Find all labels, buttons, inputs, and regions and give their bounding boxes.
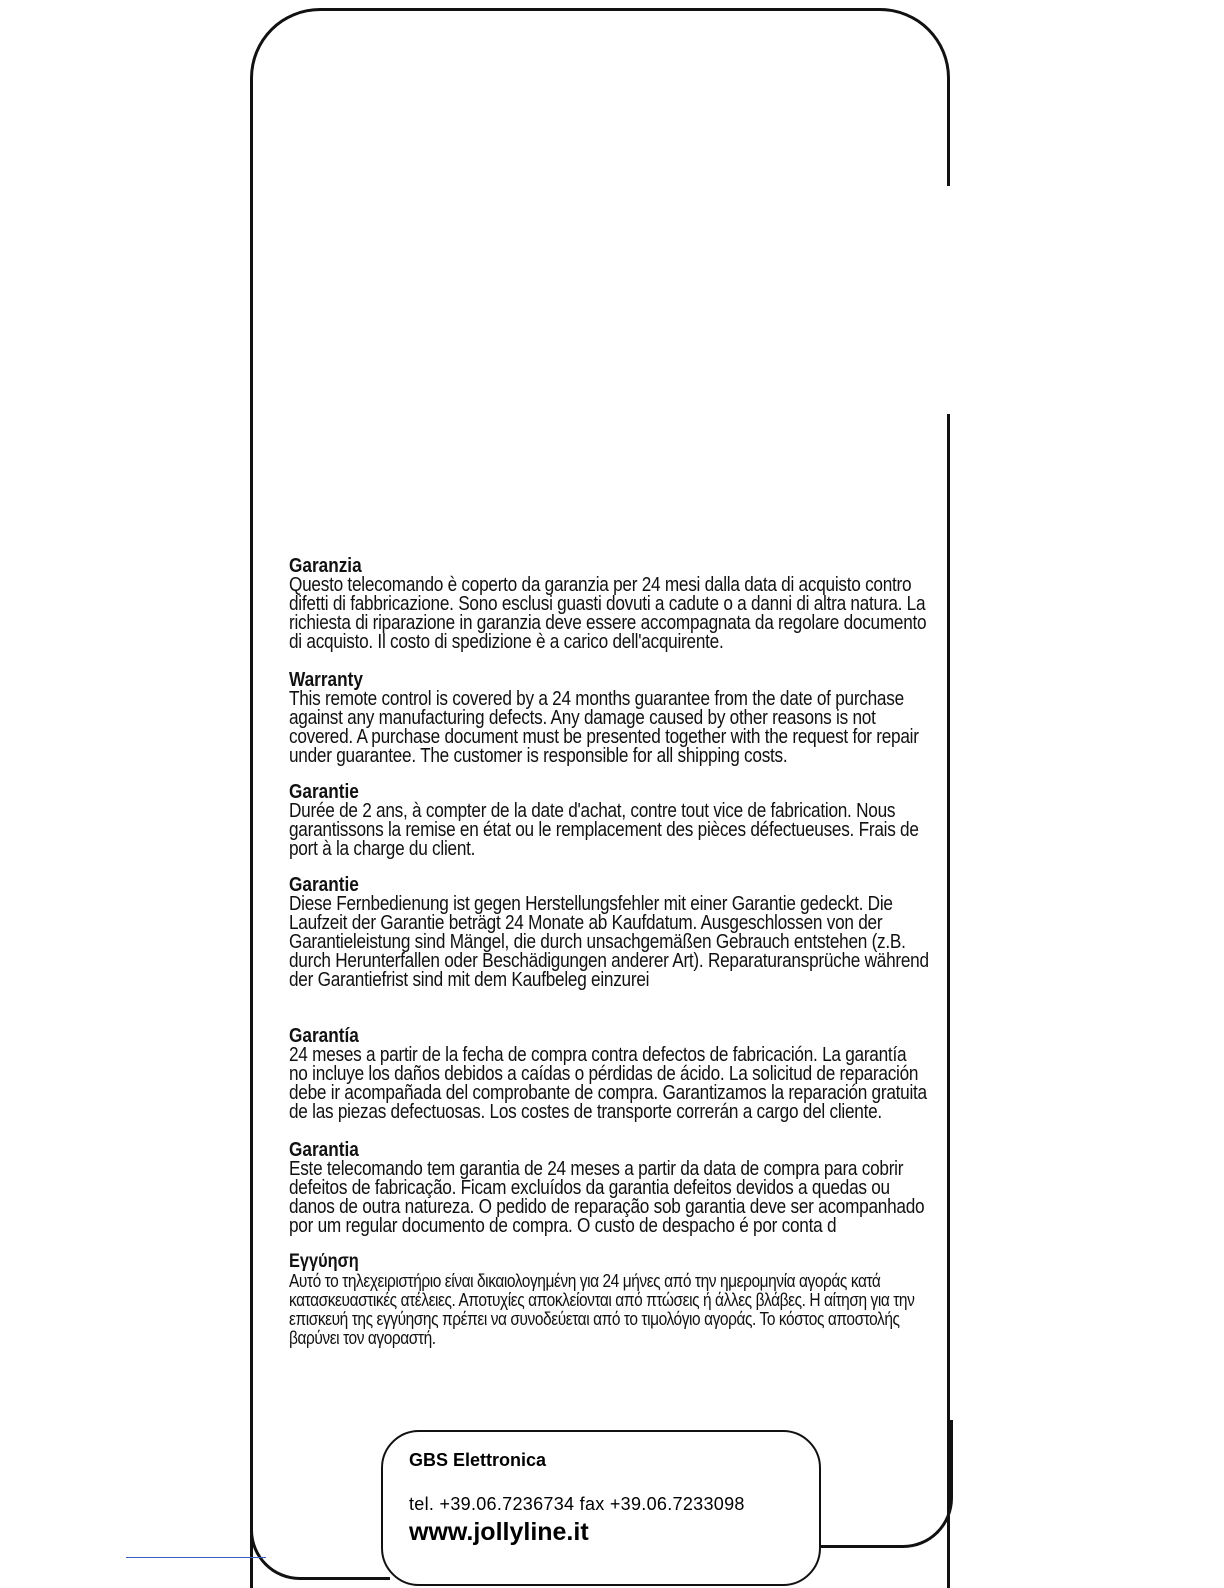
section-body: Questo telecomando è coperto da garanzia per 24 mesi dalla data di acquisto contro difetti di fabbricazione. Sono esclusi guasti dovuti a cadute o a danni di altra natura. La richiesta di riparazione in garanzia deve essere accompagnata da regolare documento di acquisto. Il costo di spedizione è a carico dell'acquirente.	[289, 574, 927, 653]
section-italian	[289, 556, 929, 652]
section-body: Durée de 2 ans, à compter de la date d'achat, contre tout vice de fabrication. Nous garantissons la remise en état ou le remplacement des pièces défectueuses. Frais de port à la charge du client.	[289, 800, 919, 860]
section-body: 24 meses a partir de la fecha de compra contra defectos de fabricación. La garantía no incluye los daños debidos a caídas o pérdidas de ácido. La solicitud de reparación debe ir acompañada del comprobante de compra. Garantizamos la reparación gratuita de las piezas defectuosas. Los costes de transporte correrán a cargo del cliente.	[289, 1044, 927, 1123]
section-title: Warranty	[289, 669, 363, 691]
section-title: Garantia	[289, 1139, 359, 1161]
website-link[interactable]: www.jollyline.it	[409, 1518, 589, 1546]
section-spanish	[289, 1026, 929, 1122]
section-title: Garantie	[289, 781, 359, 803]
section-body: This remote control is covered by a 24 months guarantee from the date of purchase against any manufacturing defects. Any damage caused by other reasons is not covered. A purchase document must be presented together with the request for repair under guarantee. The customer is responsible for all shipping costs.	[289, 688, 919, 767]
section-greek	[289, 1252, 929, 1348]
section-title: Garantía	[289, 1025, 359, 1047]
section-body: Diese Fernbedienung ist gegen Herstellungsfehler mit einer Garantie gedeckt. Die Laufzeit der Garantie beträgt 24 Monate ab Kaufdatum. Ausgeschlossen von der Garantieleistung sind Mängel, die durch unsachgemäßen Gebrauch entstehen (z.B. durch Herunterfallen oder Beschädigungen anderer Art). Reparaturansprüche während der Garantiefrist sind mit dem Kaufbeleg einzurei	[289, 893, 929, 991]
section-title: Εγγύηση	[289, 1251, 359, 1272]
section-body: Αυτό το τηλεχειριστήριο είναι δικαιολογημένη για 24 μήνες από την ημερομηνία αγοράς κατά κατασκευαστικές ατέλειες. Αποτυχίες αποκλείονται από πτώσεις ή άλλες βλάβες. Η αίτηση για την επισκευή της εγγύησης πρέπει να συνοδεύεται από το τιμολόγιο αγοράς. Το κόστος αποστολής βαρύνει τον αγοραστή.	[289, 1271, 915, 1348]
card-corner-bottom-right	[818, 1420, 953, 1548]
section-english	[289, 670, 929, 766]
section-german	[289, 875, 929, 990]
section-french	[289, 782, 929, 859]
section-title: Garantie	[289, 874, 359, 896]
card-corner-bottom-left	[250, 1420, 390, 1580]
warranty-text	[289, 556, 929, 1360]
company-name: GBS Elettronica	[409, 1450, 547, 1470]
footer-rule	[126, 1557, 266, 1558]
section-portuguese	[289, 1140, 929, 1236]
phone-fax: tel. +39.06.7236734 fax +39.06.7233098	[409, 1494, 745, 1514]
card-outline-gap	[945, 186, 957, 414]
contact-box	[381, 1430, 821, 1586]
section-title: Garanzia	[289, 555, 362, 577]
section-body: Este telecomando tem garantia de 24 meses a partir da data de compra para cobrir defeitos de fabricação. Ficam excluídos da garantia defeitos devidos a quedas ou danos de outra natureza. O pedido de reparação sob garantia deve ser acompanhado por um regular documento de compra. O custo de despacho é por conta d	[289, 1158, 925, 1237]
